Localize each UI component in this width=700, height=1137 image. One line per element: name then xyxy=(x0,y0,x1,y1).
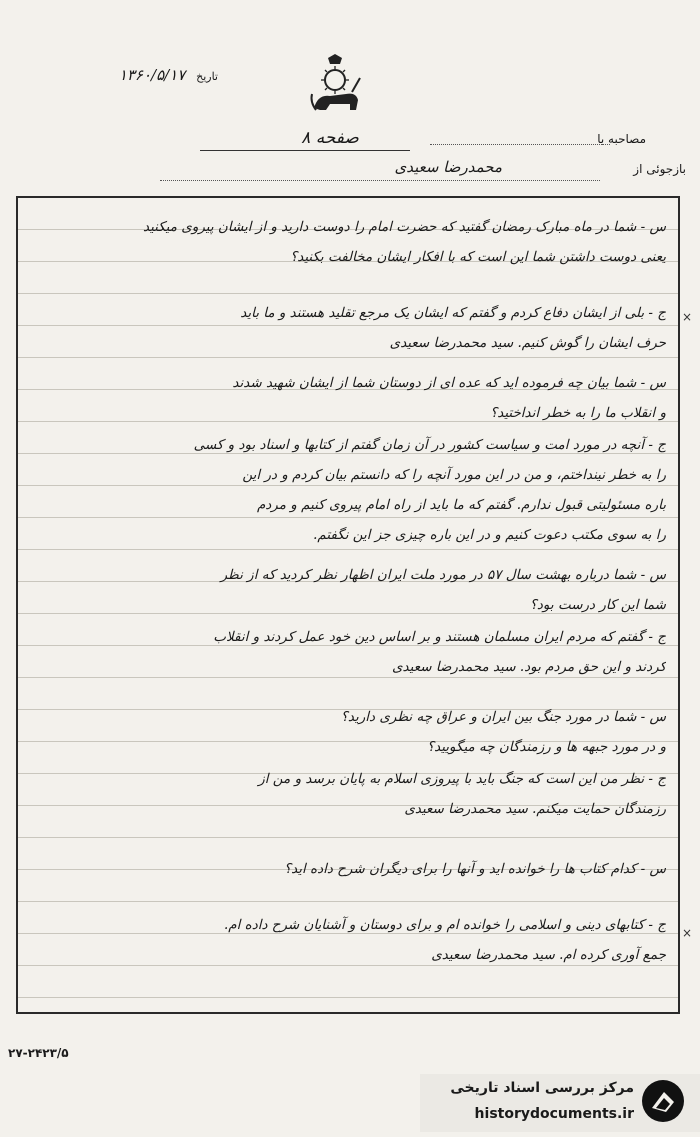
question-1 xyxy=(26,212,666,272)
line: س - شما در ماه مبارک رمضان گفتید که حضرت امام را دوست دارید و از ایشان پیروی میکنید xyxy=(142,219,666,235)
line: حرف ایشان را گوش کنیم. سید محمدرضا سعیدی xyxy=(389,335,666,351)
line: ج - نظر من این است که جنگ باید با پیروزی اسلام به پایان برسد و من از xyxy=(258,771,666,787)
answer-4 xyxy=(26,764,666,824)
line: ج - کتابهای دینی و اسلامی را خوانده ام و برای دوستان و آشنایان شرح داده ام. xyxy=(223,917,666,933)
document-code: ۲۷-۲۴۲۳/۵ xyxy=(8,1046,69,1060)
line: ج - بلی از ایشان دفاع کردم و گفتم که ایشان یک مرجع تقلید هستند و ما باید xyxy=(240,305,666,321)
interrogee-name: محمدرضا سعیدی xyxy=(394,158,502,176)
question-2 xyxy=(26,368,666,428)
line: و در مورد جبهه ها و رزمندگان چه میگویید؟ xyxy=(426,739,666,755)
interview-label: مصاحبه با xyxy=(597,132,646,146)
archive-url: historydocuments.ir xyxy=(474,1106,634,1122)
interrogation-label: بازجوئی از xyxy=(633,162,686,176)
document-date xyxy=(28,66,218,84)
interrogation-dotted-line xyxy=(160,180,600,181)
lion-and-sun-emblem-icon xyxy=(306,54,364,116)
line: س - کدام کتاب ها را خوانده اید و آنها را برای دیگران شرح داده اید؟ xyxy=(283,861,666,877)
date-label: تاریخ xyxy=(196,70,218,83)
line: جمع آوری کرده ام. سید محمدرضا سعیدی xyxy=(431,947,666,963)
line: شما این کار درست بود؟ xyxy=(529,597,666,613)
answer-5 xyxy=(26,910,666,970)
page-number: صفحه ۸ xyxy=(301,128,359,148)
line: رزمندگان حمایت میکنم. سید محمدرضا سعیدی xyxy=(404,801,666,817)
interrogation-transcript-box xyxy=(16,196,692,1014)
line: س - شما در مورد جنگ بین ایران و عراق چه نظری دارید؟ xyxy=(340,709,666,725)
answer-1 xyxy=(26,298,666,358)
page-number-underline xyxy=(200,150,410,151)
line: س - شما درباره بهشت سال ۵۷ در مورد ملت ایران اظهار نظر کردید که از نظر xyxy=(220,567,666,583)
margin-mark: × xyxy=(681,926,692,940)
answer-2 xyxy=(26,430,666,550)
archive-name: مرکز بررسی اسناد تاریخی xyxy=(450,1080,634,1096)
line: باره مسئولیتی قبول ندارم. گفتم که ما باید از راه امام پیروی کنیم و مردم xyxy=(256,497,666,513)
line: یعنی دوست داشتن شما این است که با افکار ایشان مخالفت بکنید؟ xyxy=(290,249,666,265)
question-5 xyxy=(26,854,666,884)
line: س - شما بیان چه فرموده اید که عده ای از دوستان شما از ایشان شهید شدند xyxy=(232,375,666,391)
line: ج - گفتم که مردم ایران مسلمان هستند و بر اساس دین خود عمل کردند و انقلاب xyxy=(213,629,666,645)
date-value: ۱۳۶۰/۵/۱۷ xyxy=(118,66,186,84)
margin-mark: × xyxy=(681,310,692,324)
question-3 xyxy=(26,560,666,620)
line: کردند و این حق مردم بود. سید محمدرضا سعیدی xyxy=(391,659,666,675)
question-4 xyxy=(26,702,666,762)
answer-3 xyxy=(26,622,666,682)
line: و انقلاب ما را به خطر انداختید؟ xyxy=(490,405,666,421)
line: را به خطر نینداختم، و من در این مورد آنچه را که دانستم بیان کردم و در این xyxy=(242,467,666,483)
interview-dotted-line xyxy=(430,144,610,145)
line: ج - آنچه در مورد امت و سیاست کشور در آن زمان گفتم از کتابها و اسناد بود و کسی xyxy=(193,437,666,453)
archive-emblem-icon xyxy=(640,1078,686,1124)
line: را به سوی مکتب دعوت کنیم و در این باره چیزی جز این نگفتم. xyxy=(313,527,666,543)
